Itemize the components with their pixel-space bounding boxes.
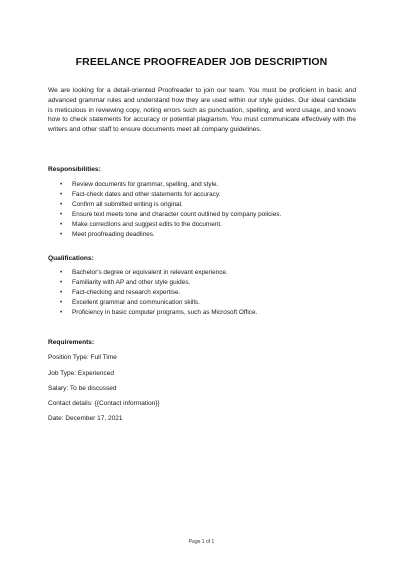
date: Date: December 17, 2021	[48, 415, 123, 422]
list-item	[58, 190, 281, 200]
list-item	[58, 180, 281, 190]
list-item	[58, 308, 257, 318]
position-type: Position Type: Full Time	[48, 354, 117, 361]
list-item-text: Fact-checking and research expertise.	[72, 288, 181, 296]
list-item	[58, 210, 281, 220]
list-item	[58, 268, 257, 278]
contact-details: Contact details: {{Contact information}}	[48, 400, 160, 407]
list-item	[58, 230, 281, 240]
list-item-text: Review documents for grammar, spelling, and style.	[72, 181, 219, 188]
bullet-icon: •	[60, 210, 63, 218]
bullet-icon: •	[60, 190, 63, 198]
bullet-icon: •	[60, 308, 63, 316]
responsibilities-list	[58, 180, 281, 239]
document-title: FREELANCE PROOFREADER JOB DESCRIPTION	[75, 56, 328, 68]
list-item-text: Make corrections and suggest edits to the document.	[72, 220, 222, 228]
bullet-icon: •	[60, 200, 63, 208]
job-type: Job Type: Experienced	[48, 370, 115, 377]
requirements-heading: Requirements:	[48, 339, 95, 346]
list-item	[58, 278, 257, 288]
qualifications-list	[58, 268, 257, 318]
list-item-text: Proficiency in basic computer programs, such as Microsoft Office.	[72, 308, 258, 316]
list-item	[58, 220, 281, 230]
bullet-icon: •	[60, 181, 63, 188]
list-item-text: Familiarity with AP and other style guides.	[72, 278, 191, 286]
intro-paragraph: We are looking for a detail-oriented Proofreader to join our team. You must be proficient in basic and advanced grammar rules and understand how they are used within our style guides. Our ideal candidate is meticulous in reviewing copy, noting errors such as punctuation, spelling, and word usage, and knows how to check statements for accuracy or potential plagiarism. You must communicate effectively with the writers and other staff to ensure documents meet all company guidelines.	[48, 87, 356, 134]
list-item-text: Excellent grammar and communication skills.	[72, 298, 200, 306]
bullet-icon: •	[60, 288, 63, 296]
bullet-icon: •	[60, 220, 63, 228]
list-item-text: Ensure text meets tone and character count outlined by company policies.	[72, 210, 282, 218]
list-item-text: Meet proofreading deadlines.	[72, 230, 155, 238]
qualifications-heading: Qualifications:	[48, 255, 94, 262]
page-number: Page 1 of 1	[188, 539, 215, 545]
list-item-text: Fact-check dates and other statements for accuracy.	[72, 190, 221, 198]
list-item	[58, 200, 281, 210]
bullet-icon: •	[60, 278, 63, 286]
list-item	[58, 288, 257, 298]
list-item-text: Confirm all submitted writing is original.	[72, 200, 183, 208]
list-item-text: Bachelor's degree or equivalent in relevant experience.	[72, 269, 228, 276]
list-item	[58, 298, 257, 308]
bullet-icon: •	[60, 269, 63, 276]
bullet-icon: •	[60, 298, 63, 306]
responsibilities-heading: Responsibilities:	[48, 166, 101, 173]
salary: Salary: To be discussed	[48, 385, 117, 392]
bullet-icon: •	[60, 230, 63, 238]
